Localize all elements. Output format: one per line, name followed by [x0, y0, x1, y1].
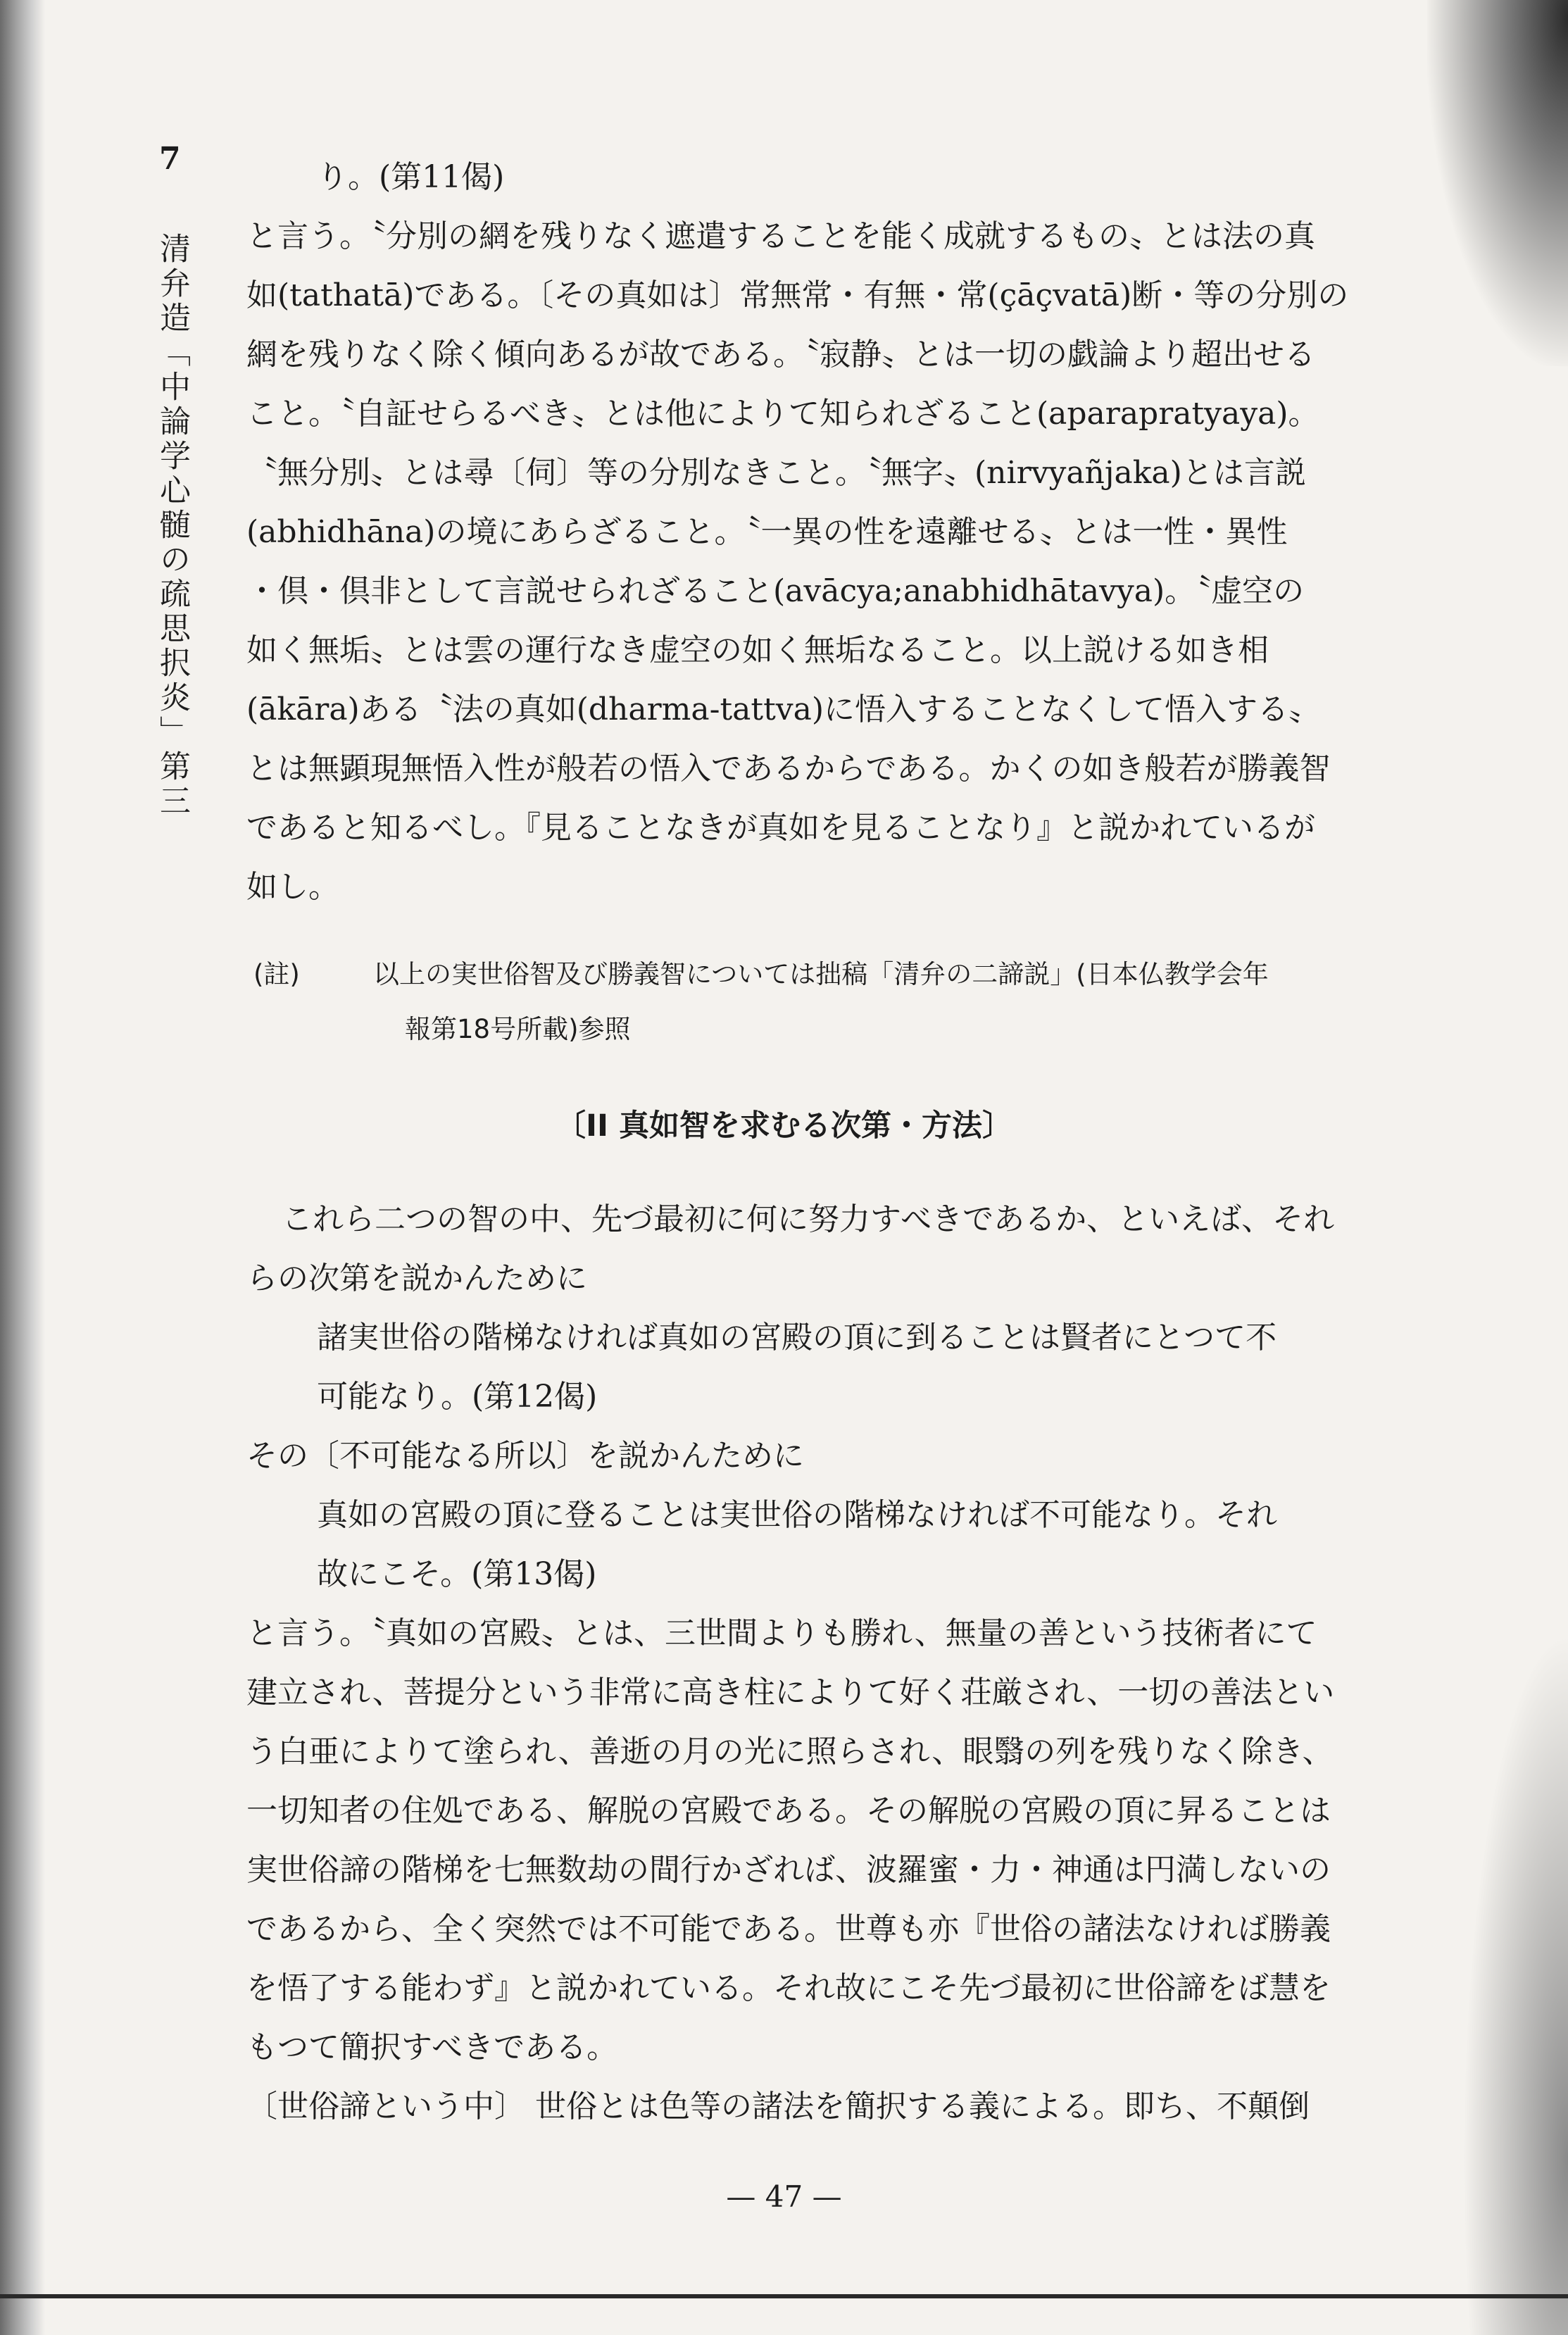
body-line: 如く無垢〟とは雲の運行なき虚空の如く無垢なること。以上説ける如き相: [246, 632, 1269, 668]
footnote: [253, 947, 1493, 1057]
footnote-line: 以上の実世俗智及び勝義智については拙稿「清弁の二諦説」(日本仏教学会年: [373, 959, 1269, 989]
verse-end-line: り。(第11偈): [317, 159, 505, 195]
book-spine-shadow: [0, 0, 45, 2335]
verse-line: 故にこそ。(第13偈): [317, 1556, 597, 1592]
verse-line: 真如の宮殿の頂に登ることは実世俗の階梯なければ不可能なり。それ: [317, 1497, 1277, 1533]
body-line: 一切知者の住処である、解脱の宮殿である。その解脱の宮殿の頂に昇ることは: [246, 1793, 1331, 1829]
body-line: 網を残りなく除く傾向あるが故である。〝寂静〟とは一切の戯論より超出せる: [246, 337, 1315, 373]
body-line: 実世俗諦の階梯を七無数劫の間行かざれば、波羅蜜・力・神通は円満しないの: [246, 1852, 1331, 1888]
body-line: 如し。: [246, 869, 339, 905]
body-line: らの次第を説かんために: [246, 1260, 587, 1296]
body-block-2: [246, 1190, 1482, 2136]
body-line: (ākāra)ある〝法の真如(dharma-tattva)に悟入することなくして悟入する〟: [246, 691, 1320, 727]
body-line: 〝無分別〟とは尋〔伺〕等の分別なきこと。〝無字〟(nirvyañjaka)とは言説: [246, 455, 1306, 491]
body-line: こと。〝自証せらるべき〟とは他によりて知られざること(aparapratyaya)。: [246, 396, 1319, 432]
page-number-bottom: — 47 —: [726, 2179, 842, 2214]
verse-line: 諸実世俗の階梯なければ真如の宮殿の頂に到ることは賢者にとつて不: [317, 1320, 1277, 1356]
body-line: その〔不可能なる所以〕を説かんために: [246, 1438, 804, 1474]
body-block-1: [246, 148, 1482, 917]
page-number-top: 7: [159, 141, 181, 177]
scan-bottom-edge: [0, 2294, 1568, 2298]
body-line: う白亜によりて塗られ、善逝の月の光に照らされ、眼翳の列を残りなく除き、: [246, 1734, 1334, 1770]
verse-line: 可能なり。(第12偈): [317, 1379, 598, 1415]
body-line: であると知るべし。『見ることなきが真如を見ることなり』と説かれているが: [246, 810, 1315, 846]
body-line: を悟了する能わず』と説かれている。それ故にこそ先づ最初に世俗諦をば慧を: [246, 1970, 1331, 2006]
body-line: ・倶・倶非として言説せられざること(avācya;anabhidhātavya)。〝虚空の: [246, 573, 1305, 609]
body-line: 如(tathatā)である。〔その真如は〕常無常・有無・常(çāçvatā)断・等の分別の: [246, 277, 1349, 313]
body-line: 〔世俗諦という中〕 世俗とは色等の諸法を簡択する義による。即ち、不顛倒: [246, 2089, 1310, 2124]
section-heading: 〔II 真如智を求むる次第・方法〕: [556, 1108, 1012, 1144]
body-line: であるから、全く突然では不可能である。世尊も亦『世俗の諸法なければ勝義: [246, 1911, 1331, 1947]
running-head: 清弁造「中論学心髄の疏思択炎」第三: [154, 232, 190, 819]
footnote-tag: (註): [253, 959, 300, 989]
body-line: (abhidhāna)の境にあらざること。〝一異の性を遠離せる〟とは一性・異性: [246, 514, 1288, 550]
body-line: これら二つの智の中、先づ最初に何に努力すべきであるか、といえば、それ: [282, 1201, 1335, 1237]
body-line: 建立され、菩提分という非常に高き柱によりて好く荘厳され、一切の善法とい: [246, 1674, 1335, 1710]
body-line: と言う。〝真如の宮殿〟とは、三世間よりも勝れ、無量の善という技術者にて: [246, 1615, 1317, 1651]
footnote-line: 報第18号所載)参照: [405, 1014, 631, 1044]
body-line: と言う。〝分別の網を残りなく遮遣することを能く成就するもの〟とは法の真: [246, 218, 1315, 254]
body-line: もつて簡択すべきである。: [246, 2029, 618, 2065]
body-line: とは無顕現無悟入性が般若の悟入であるからである。かくの如き般若が勝義智: [246, 751, 1331, 787]
